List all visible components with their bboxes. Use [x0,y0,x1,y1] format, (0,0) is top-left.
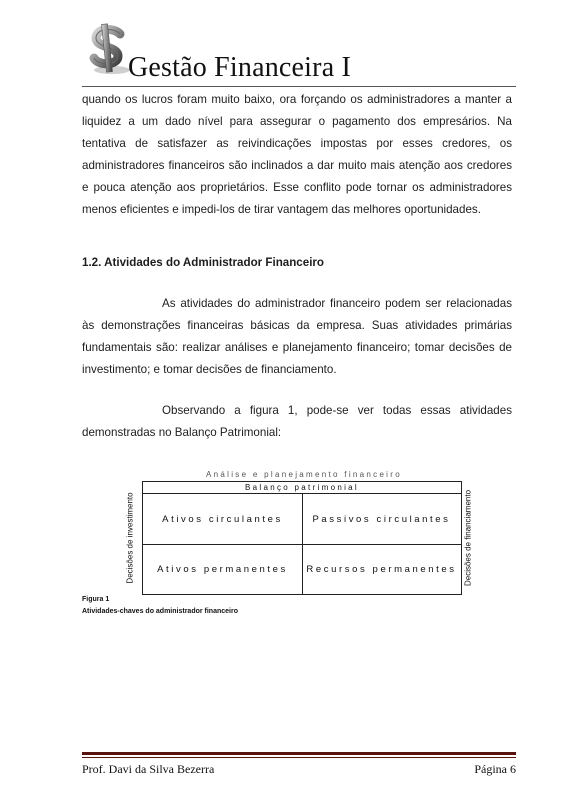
body-paragraph-1: quando os lucros foram muito baixo, ora forçando os administradores a manter a liquidez a um dado nível para assegurar o pagamento dos empresários. Na tentativa de satisfazer as reivindicações impostas por esses credores, os administradores financeiros são inclinados a dar muito mais atenção aos credores e pouca atenção aos proprietários. Esse conflito pode tornar os administradores menos eficientes e impedi-los de tirar vantagem das melhores oportunidades. [82,93,512,216]
figure-top-label: Análise e planejamento financeiro [206,470,402,479]
figure-caption: Atividades-chaves do administrador financeiro [82,608,238,615]
cell-recursos-permanentes: Recursos permanentes [306,563,457,575]
footer-divider-thick [82,752,516,755]
footer-author: Prof. Davi da Silva Bezerra [82,762,215,776]
cell-ativos-circulantes: Ativos circulantes [162,513,283,525]
investment-decisions-label: Decisões de investimento [125,492,135,584]
header-divider [82,86,516,87]
document-header-title: Gestão Financeira I [128,52,352,83]
figure-number: Figura 1 [82,596,110,603]
balance-sheet-header: Balanço patrimonial [245,483,359,492]
balance-sheet-diagram [142,481,462,595]
body-paragraph-3 [82,400,512,444]
body-paragraph-2 [82,293,512,381]
cell-passivos-circulantes: Passivos circulantes [312,513,451,525]
financing-decisions-label: Decisões de financiamento [463,489,473,587]
paragraph-2-text: As atividades do administrador financeiro podem ser relacionadas às demonstrações financeiras básicas da empresa. Suas atividades primárias fundamentais são: realizar análises e planejamento financeiro; tomar decisões de investimento; e tomar decisões de financiamento. [82,297,512,376]
footer-page-number: Página 6 [474,762,516,776]
balance-sheet-grid [143,493,461,594]
investment-decisions-label-box [124,487,136,589]
footer-divider-thin [82,757,516,758]
cell-ativos-permanentes: Ativos permanentes [157,563,288,575]
dollar-sign-logo-icon [84,22,134,76]
section-heading: 1.2. Atividades do Administrador Financeiro [82,256,325,269]
paragraph-3-text: Observando a figura 1, pode-se ver todas essas atividades demonstradas no Balanço Patrimonial: [82,404,512,439]
financing-decisions-label-box [462,487,474,589]
